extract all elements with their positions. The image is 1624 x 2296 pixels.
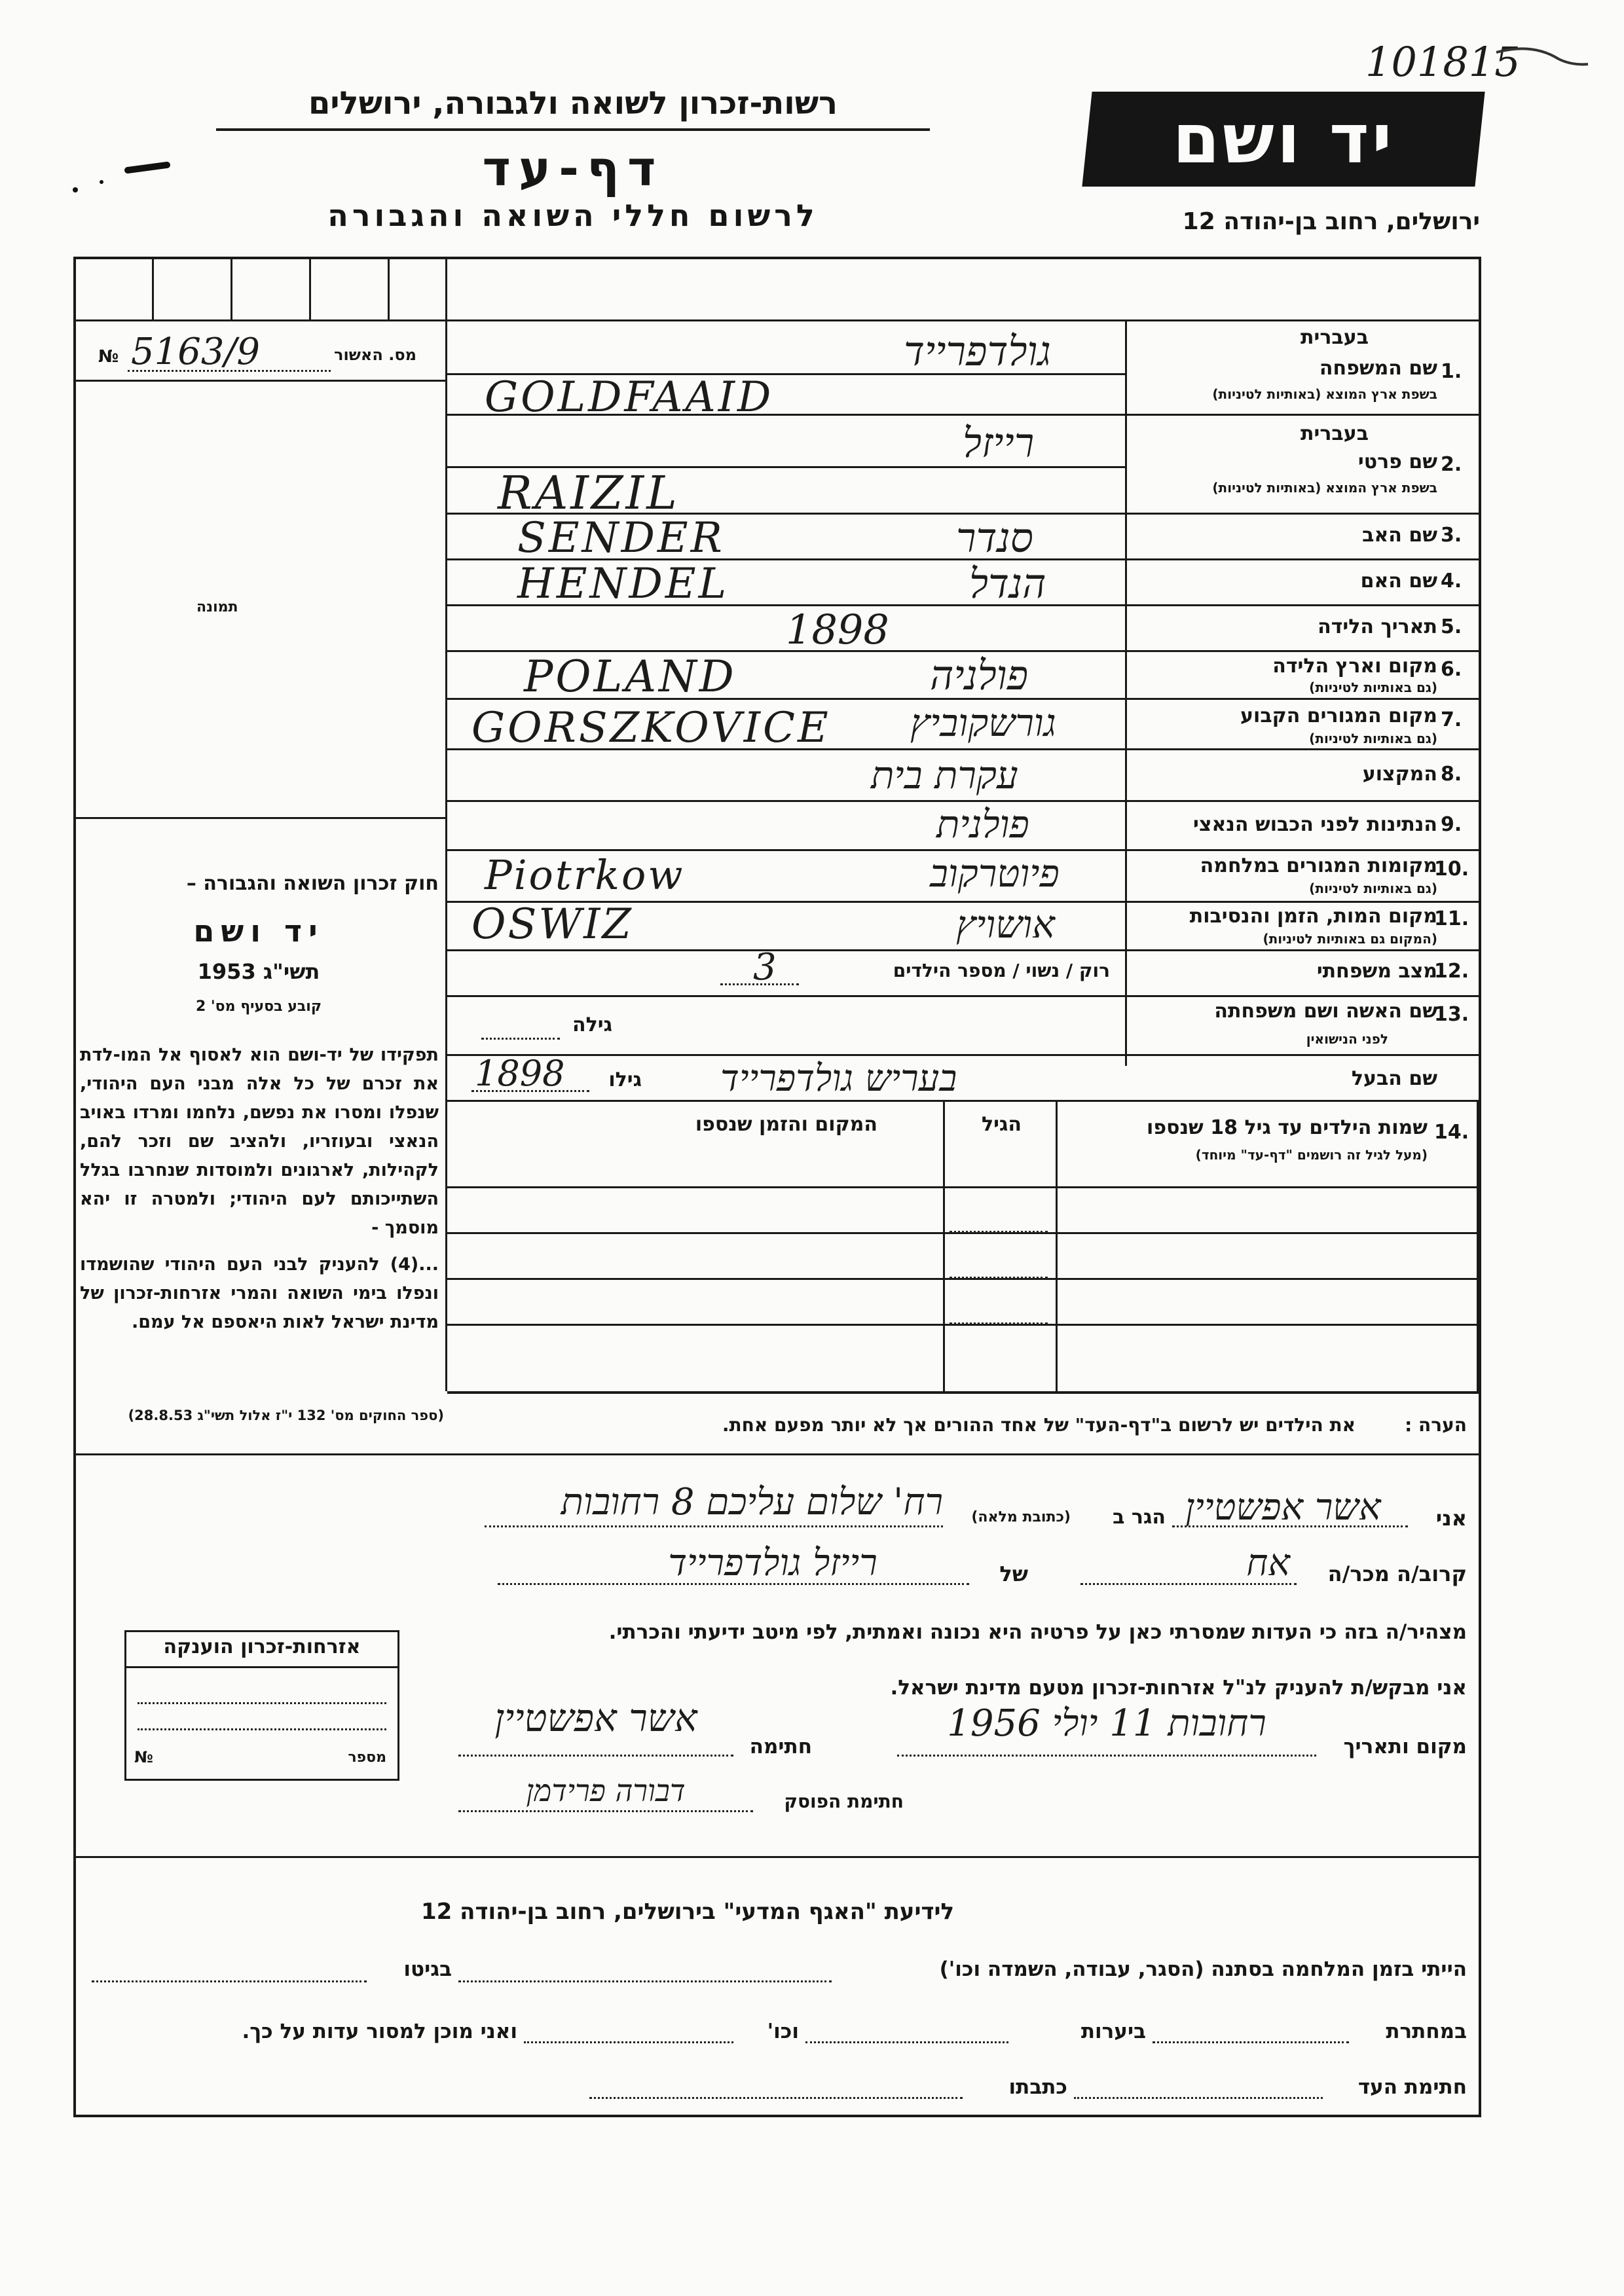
field-8-value: עקרת בית (871, 753, 1018, 797)
field-6-hebrew: פולניה (930, 651, 1029, 699)
field-10-num: 10. (1434, 858, 1469, 881)
footer-line2-start: במחתרת (1386, 2020, 1467, 2043)
citizenship-number-label: מספר (348, 1749, 386, 1766)
field-4-num: 4. (1441, 570, 1462, 592)
field-3-hebrew: סנדר (956, 514, 1033, 562)
field-6-latin: POLAND (524, 651, 737, 702)
field-5-num: 5. (1441, 615, 1462, 638)
note-text: את הילדים יש לרשום ב"דף-העד" של אחד ההורים אך לא יותר מפעם אחת. (722, 1414, 1356, 1436)
field-7-latin: GORSZKOVICE (471, 704, 831, 752)
decl-name: אשר אפשטיין (1185, 1486, 1381, 1529)
field-13-age-label: גילה (572, 1013, 612, 1036)
field-12-num: 12. (1434, 960, 1469, 983)
decl-resides-label: הגר ב (1113, 1506, 1166, 1529)
citizenship-title: אזרחות-זכרון הוענקה (163, 1635, 361, 1658)
ink-stroke (62, 151, 174, 203)
field-9-value: פולנית (936, 802, 1029, 847)
field-4-latin: HENDEL (517, 560, 729, 608)
field-8-label: המקצוע (1362, 763, 1437, 786)
children-num: 14. (1434, 1121, 1469, 1144)
field-7-label: מקום המגורים הקבוע (1240, 704, 1437, 727)
field-1-latin: GOLDFAAID (485, 373, 774, 422)
citizenship-prefix: № (134, 1748, 153, 1766)
field-4-label: שם האם (1360, 570, 1437, 592)
approval-number: 5163/9 (131, 331, 261, 373)
law-paragraph-2: ...(4) להעניק לבני העם היהודי שהושמדו ונפלו בימי השואה והמרי אזרחות-זכרון של מדינת ישראל לאות היאספם אל עמם. (80, 1254, 439, 1332)
field-13-hint: לפני הנישואין (1306, 1031, 1388, 1047)
field-2-label: שם פרטי (1357, 450, 1437, 473)
children-col-age: הגיל (982, 1113, 1022, 1136)
field-11-label: מקום המות, הזמן והנסיבות (1189, 905, 1437, 928)
field-10-label: מקומות המגורים במלחמה (1200, 854, 1437, 877)
children-hint: (מעל לגיל זה רושמים "דף-עד" מיוחד) (1195, 1147, 1428, 1163)
children-title: שמות הילדים עד גיל 18 שנספו (1147, 1116, 1428, 1139)
field-1-hint: בשפת ארץ המוצא (באותיות לטיניות) (1212, 386, 1437, 402)
field-10-hebrew: פיוטרקוב (930, 851, 1060, 896)
children-col-place: המקום והזמן שנספו (695, 1113, 877, 1136)
decl-recorder-label: חתימת הפוסק (784, 1791, 904, 1812)
field-8-num: 8. (1441, 763, 1462, 786)
field-2-num: 2. (1441, 453, 1462, 476)
decl-signature: אשר אפשטיין (494, 1696, 697, 1740)
law-source: (ספר החוקים מס' 132 י"ז אלול תשי"ג 28.8.53) (128, 1408, 444, 1423)
decl-recorder: דבורה פרידמן (526, 1773, 686, 1808)
corner-scribble (1493, 39, 1591, 79)
field-2-latin: RAIZIL (498, 466, 680, 520)
field-7-num: 7. (1441, 708, 1462, 731)
field-6-num: 6. (1441, 658, 1462, 681)
law-name: יד ושם (193, 913, 324, 949)
footer-line1-end: בגיטו (403, 1958, 452, 1981)
decl-statement: מצהיר/ה בזה כי העדות שמסרתי כאן על פרטיה היא נכונה ואמתית, לפי מיטב ידיעתי והכרתי. (608, 1620, 1467, 1644)
note-label: הערה : (1405, 1414, 1467, 1436)
footer-line1: הייתי בזמן המלחמה בסתנה (הסגר, עבודה, השמדה וכו') (939, 1958, 1467, 1981)
decl-relative-label: קרוב/ה מכר/ה (1327, 1561, 1467, 1586)
field-9-num: 9. (1441, 813, 1462, 836)
approval-prefix: № (98, 347, 119, 367)
law-year: תשי"ג 1953 (197, 959, 320, 984)
field-2-tag: בעברית (1301, 422, 1369, 445)
law-paragraph-1: תפקידו של יד-ושם הוא לאסוף אל המו-לדת את זכרם של כל אלה מבני העם היהודי, שנפלו ומסרו את נפשם, נלחמו ומרדו באויב הנאצי ובעוזריו, ולהציב שם וזכר להם, לקהילות, לארגונים ולמוסדות שנחרבו בגלל השתייכותם לעם היהודי; ולמטרה זו יהא מוסמך - (80, 1045, 439, 1238)
approval-label: מס. האשור (334, 346, 416, 364)
org-line: רשות-זכרון לשואה ולגבורה, ירושלים (308, 85, 838, 122)
field-7-hint: (גם באותיות לטיניות) (1309, 731, 1437, 746)
law-clause: קובע בסעיף מס' 2 (195, 998, 322, 1015)
archive-number: 101815 (1365, 38, 1521, 86)
field-1-hebrew: גולדפרייד (904, 327, 1051, 375)
field-3-num: 3. (1441, 524, 1462, 547)
decl-request: אני מבקש/ת להעניק לנ"ל אזרחות-זכרון מטעם מדינת ישראל. (890, 1676, 1467, 1700)
field-7-hebrew: גורשקוביץ (910, 701, 1056, 745)
field-1-tag: בעברית (1301, 326, 1369, 349)
decl-place-date-label: מקום ותאריך (1343, 1735, 1467, 1758)
field-13-label: שם האשה ושם משפחתה (1214, 1000, 1437, 1023)
form-title: דף-עד (482, 141, 664, 197)
decl-place-date: רחובות 11 יולי 1956 (947, 1702, 1266, 1745)
field-10-latin: Piotrkow (485, 851, 685, 899)
footer-title: לידיעת "האגף המדעי" בירושלים, רחוב בן-יהודה 12 (420, 1899, 955, 1925)
footer-line2-end: ואני מוכן למסור עדות על כך. (242, 2020, 517, 2043)
field-12-status-label: רוק / נשוי / מספר הילדים (893, 960, 1110, 981)
husband-name: בעריש גולדפרייד (720, 1057, 957, 1100)
decl-address: רח' שלום עליכם 8 רחובות (561, 1481, 943, 1523)
decl-relation: אח (1246, 1542, 1290, 1584)
header-rule (216, 128, 930, 131)
field-11-latin: OSWIZ (471, 900, 633, 949)
footer-line3-end: כתבתו (1008, 2075, 1067, 2099)
footer-line2-mid2: וכו' (767, 2020, 799, 2043)
address: ירושלים, רחוב בן-יהודה 12 (1182, 208, 1480, 235)
decl-of-name: רייזל גולדפרייד (668, 1542, 877, 1584)
form-subtitle: לרשום חללי השואה והגבורה (327, 198, 819, 233)
field-5-label: תאריך הלידה (1318, 615, 1437, 638)
footer-line3-start: חתימת העד (1357, 2075, 1467, 2099)
law-title: חוק זכרון השואה והגבורה – (186, 872, 439, 895)
field-11-hint: (המקום גם באותיות לטיניות) (1263, 931, 1437, 947)
decl-ani: אני (1435, 1506, 1467, 1531)
field-10-hint: (גם באותיות לטיניות) (1309, 881, 1437, 896)
field-9-label: הנתינות לפני הכבוש הנאצי (1193, 813, 1437, 836)
footer-line2-mid1: ביערות (1080, 2020, 1146, 2043)
photo-label: תמונה (196, 599, 238, 615)
field-1-label: שם המשפחה (1319, 357, 1437, 380)
field-2-hebrew: רייזל (963, 419, 1035, 467)
husband-age-label: גילו (608, 1068, 642, 1091)
field-6-label: מקום וארץ הלידה (1272, 655, 1437, 678)
field-5-value: 1898 (786, 606, 889, 653)
field-4-hebrew: הנדל (969, 560, 1046, 608)
decl-of-label: של (999, 1561, 1028, 1586)
decl-signature-label: חתימה (749, 1735, 812, 1758)
field-6-hint: (גם באותיות לטיניות) (1309, 680, 1437, 695)
field-11-num: 11. (1434, 907, 1469, 930)
field-12-label: מצב משפחתי (1316, 960, 1437, 983)
field-1-num: 1. (1441, 360, 1462, 383)
decl-address-hint: (כתובת מלאה) (971, 1509, 1071, 1525)
field-12-children: 3 (753, 946, 777, 989)
field-13-num: 13. (1434, 1003, 1469, 1026)
field-3-label: שם האב (1362, 524, 1437, 547)
husband-label: שם הבעל (1351, 1067, 1437, 1090)
husband-age: 1898 (475, 1053, 565, 1094)
field-3-latin: SENDER (517, 514, 725, 562)
field-11-hebrew: אושויץ (956, 902, 1055, 947)
logo-text: יד ושם (1172, 99, 1395, 179)
field-2-hint: בשפת ארץ המוצא (באותיות לטיניות) (1212, 480, 1437, 496)
yad-vashem-logo (1082, 92, 1485, 187)
